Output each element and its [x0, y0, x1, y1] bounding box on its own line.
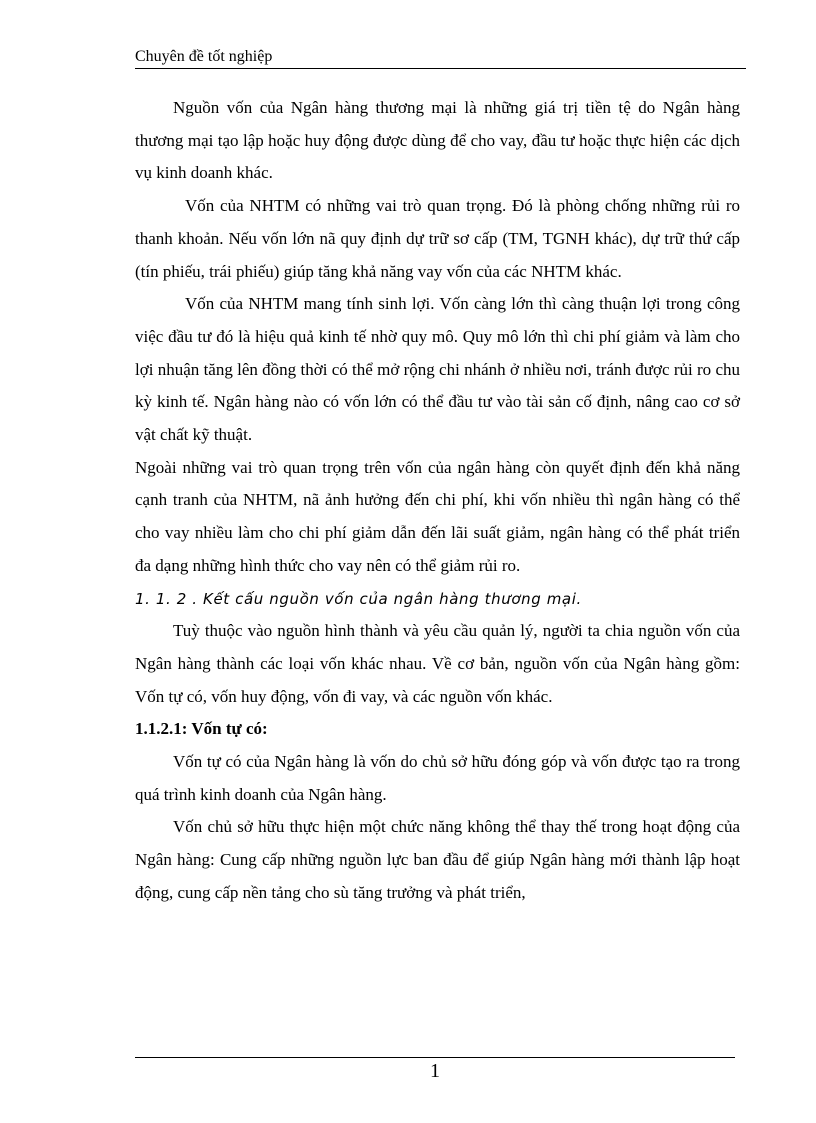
footer-divider	[135, 1057, 735, 1058]
document-title: Chuyên đề tốt nghiệp	[135, 48, 273, 65]
paragraph-role-competition: Ngoài những vai trò quan trọng trên vốn của ngân hàng còn quyết định đến khả năng cạnh tranh của NHTM, nã ảnh hưởng đến chi phí, khi vốn nhiều thì ngân hàng có thể cho vay nhiều làm cho chi phí giảm dẫn đến lãi suất giảm, ngân hàng có thể phát triển đa dạng những hình thức cho vay nên có thể giảm rủi ro.	[135, 457, 740, 575]
paragraph-structure: Tuỳ thuộc vào nguồn hình thành và yêu cầu quản lý, người ta chia nguồn vốn của Ngân hàng thành các loại vốn khác nhau. Về cơ bản, nguồn vốn của Ngân hàng gồm: Vốn tự có, vốn huy động, vốn đi vay, và các nguồn vốn khác.	[135, 621, 740, 706]
paragraph-role-liquidity: Vốn của NHTM có những vai trò quan trọng. Đó là phòng chống những rủi ro thanh khoản. Nếu vốn lớn nã quy định dự trữ sơ cấp (TM, TGNH khác), dự trữ thứ cấp (tín phiếu, trái phiếu) giúp tăng khả năng vay vốn của các NHTM khác.	[135, 196, 740, 281]
page-number: 1	[430, 1060, 440, 1082]
paragraph-equity-definition: Vốn tự có của Ngân hàng là vốn do chủ sở hữu đóng góp và vốn được tạo ra trong quá trình kinh doanh của Ngân hàng.	[135, 752, 740, 804]
subsection-heading: 1.1.2.1: Vốn tự có:	[135, 719, 268, 739]
paragraph-equity-function: Vốn chủ sở hữu thực hiện một chức năng không thể thay thế trong hoạt động của Ngân hàng: Cung cấp những nguồn lực ban đầu để giúp Ngân hàng mới thành lập hoạt động, cung cấp nền tảng cho sù tăng trưởng và phát triển,	[135, 817, 740, 902]
document-body	[135, 92, 740, 910]
paragraph-role-profit: Vốn của NHTM mang tính sinh lợi. Vốn càng lớn thì càng thuận lợi trong công việc đầu tư đó là hiệu quả kinh tế nhờ quy mô. Quy mô lớn thì chi phí giảm và làm cho lợi nhuận tăng lên đồng thời có thể mở rộng chi nhánh ở nhiều nơi, tránh được rủi ro chu kỳ kinh tế. Ngân hàng nào có vốn lớn có thể đầu tư vào tài sản cố định, nâng cao cơ sở vật chất kỹ thuật.	[135, 294, 740, 445]
paragraph-definition: Nguồn vốn của Ngân hàng thương mại là những giá trị tiền tệ do Ngân hàng thương mại tạo lập hoặc huy động được dùng để cho vay, đầu tư hoặc thực hiện các dịch vụ kinh doanh khác.	[135, 98, 740, 183]
page-header	[135, 47, 746, 69]
section-heading: 1. 1. 2 . Kết cấu nguồn vốn của ngân hàng thương mại.	[135, 589, 582, 608]
